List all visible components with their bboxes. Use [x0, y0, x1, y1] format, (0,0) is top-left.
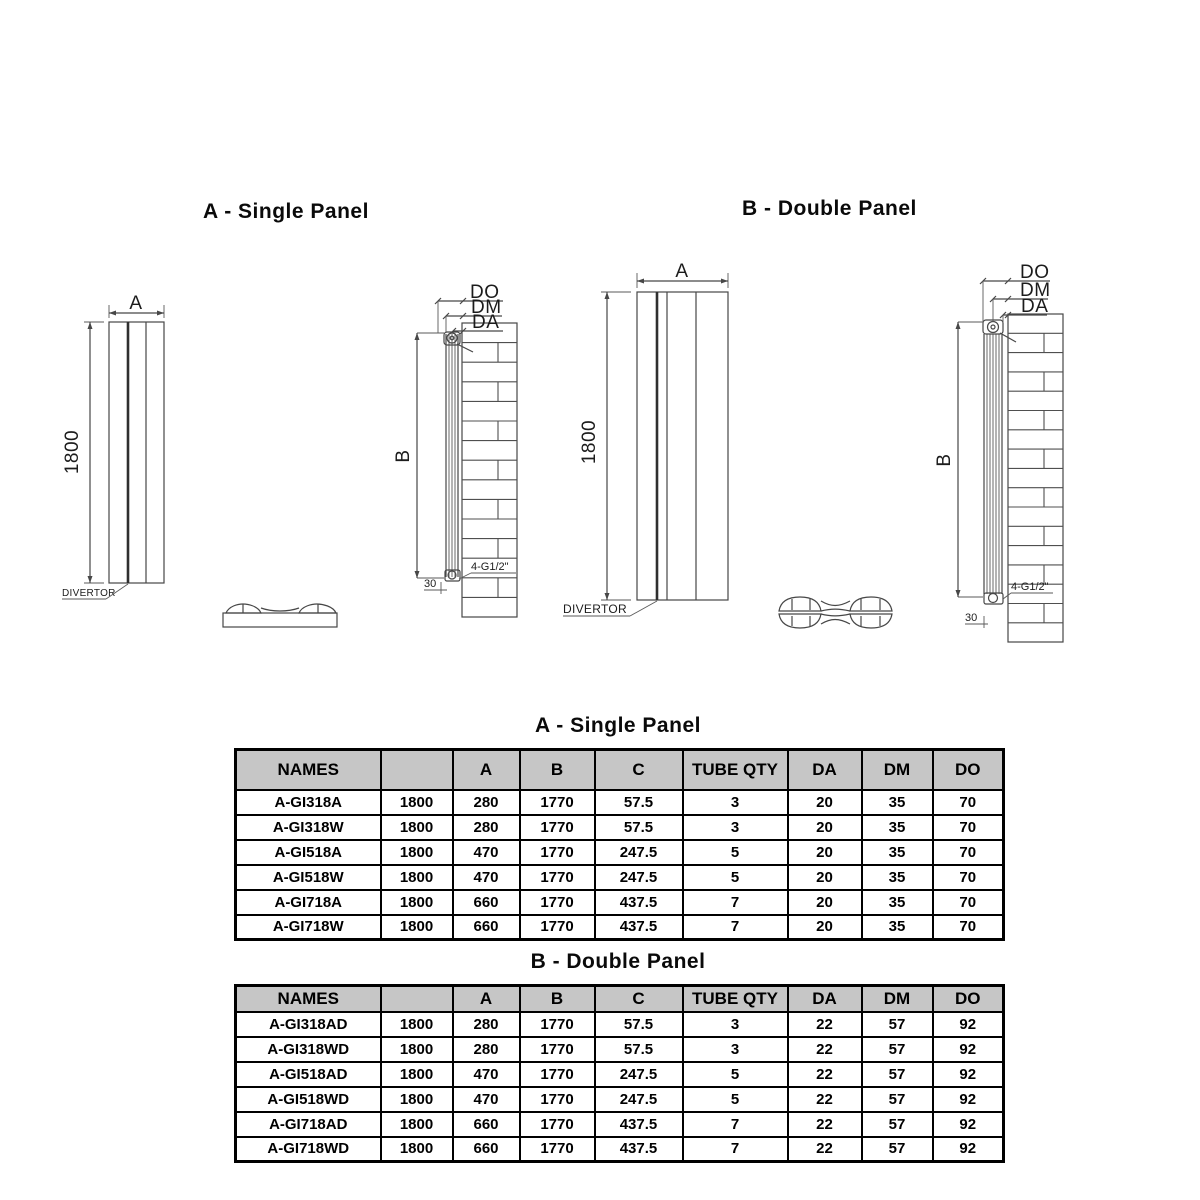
table-row [236, 890, 1004, 915]
table-cell: 22 [788, 1112, 862, 1137]
double-thread-label: 4-G1/2" [1011, 581, 1049, 593]
table-header-cell: TUBE QTY [683, 750, 788, 790]
table-cell: 1800 [381, 790, 453, 815]
table-cell: 3 [683, 815, 788, 840]
single-divertor-label: DIVERTOR [62, 588, 116, 599]
double-panel-drawing-title: B - Double Panel [742, 197, 917, 220]
table-cell: 1800 [381, 1087, 453, 1112]
table-cell: 1770 [520, 815, 595, 840]
double-divertor-label: DIVERTOR [563, 602, 627, 616]
table-cell: 437.5 [595, 1112, 683, 1137]
table-header-cell: TUBE QTY [683, 986, 788, 1012]
table-cell: 5 [683, 1087, 788, 1112]
table-cell: 3 [683, 790, 788, 815]
table-header-cell: A [453, 986, 520, 1012]
table-header-cell: NAMES [236, 750, 381, 790]
table-cell: 20 [788, 815, 862, 840]
table-cell: 92 [933, 1062, 1004, 1087]
single-da-label: DA [472, 312, 500, 333]
double-do-label: DO [1020, 262, 1050, 283]
double-cross-section [779, 597, 892, 628]
table-cell: 20 [788, 840, 862, 865]
table-cell: A-GI718WD [236, 1137, 381, 1162]
table-header-cell: C [595, 750, 683, 790]
table-cell: 470 [453, 1062, 520, 1087]
table-cell: 437.5 [595, 915, 683, 940]
single-offset-label: 30 [424, 578, 437, 590]
table-header-cell: C [595, 986, 683, 1012]
table-cell: 5 [683, 1062, 788, 1087]
table-cell: A-GI318A [236, 790, 381, 815]
single-dm-label: DM [471, 297, 502, 318]
table-row [236, 1112, 1004, 1137]
table-cell: 7 [683, 1137, 788, 1162]
table-cell: 1800 [381, 815, 453, 840]
table-cell: 1800 [381, 915, 453, 940]
table-header-cell [381, 986, 453, 1012]
table-cell: 247.5 [595, 840, 683, 865]
single-panel-drawing-title: A - Single Panel [203, 200, 369, 223]
table-cell: 57 [862, 1012, 933, 1037]
single-panel-table-title: A - Single Panel [535, 714, 701, 737]
table-row [236, 840, 1004, 865]
table-cell: 57 [862, 1087, 933, 1112]
table-cell: A-GI318AD [236, 1012, 381, 1037]
table-cell: 660 [453, 890, 520, 915]
table-cell: 92 [933, 1087, 1004, 1112]
table-cell: 247.5 [595, 1087, 683, 1112]
table-cell: 22 [788, 1062, 862, 1087]
table-cell: 20 [788, 915, 862, 940]
table-cell: 70 [933, 865, 1004, 890]
table-cell: 22 [788, 1012, 862, 1037]
table-header-cell: DM [862, 750, 933, 790]
table-header-cell: B [520, 750, 595, 790]
table-cell: 660 [453, 1112, 520, 1137]
table-row [236, 865, 1004, 890]
table-cell: 1800 [381, 840, 453, 865]
table-cell: 20 [788, 890, 862, 915]
table-cell: 470 [453, 840, 520, 865]
single-height-label: 1800 [62, 429, 83, 475]
brick-wall [1008, 333, 1063, 623]
table-row [236, 1087, 1004, 1112]
table-cell: A-GI518AD [236, 1062, 381, 1087]
table-cell: 70 [933, 790, 1004, 815]
table-cell: A-GI518W [236, 865, 381, 890]
table-row [236, 1012, 1004, 1037]
table-cell: 1770 [520, 1137, 595, 1162]
single-cross-section [223, 604, 337, 627]
table-cell: 660 [453, 915, 520, 940]
table-cell: 1770 [520, 1062, 595, 1087]
table-cell: 1770 [520, 1012, 595, 1037]
table-cell: 22 [788, 1137, 862, 1162]
table-header-cell [381, 750, 453, 790]
table-cell: 1770 [520, 1087, 595, 1112]
table-cell: 1800 [381, 890, 453, 915]
single-width-label: A [129, 293, 143, 314]
table-cell: A-GI718W [236, 915, 381, 940]
table-row [236, 1137, 1004, 1162]
table-cell: 280 [453, 815, 520, 840]
table-row [236, 790, 1004, 815]
single-depth-label: B [393, 449, 414, 463]
table-cell: 70 [933, 890, 1004, 915]
table-cell: 57 [862, 1137, 933, 1162]
table-cell: 35 [862, 890, 933, 915]
double-height-label: 1800 [579, 419, 600, 465]
table-cell: 22 [788, 1037, 862, 1062]
table-cell: 1800 [381, 1112, 453, 1137]
table-cell: 57.5 [595, 1012, 683, 1037]
table-cell: 1770 [520, 865, 595, 890]
table-cell: 1770 [520, 890, 595, 915]
table-cell: 1800 [381, 865, 453, 890]
table-cell: 57 [862, 1062, 933, 1087]
table-cell: 70 [933, 840, 1004, 865]
table-cell: 22 [788, 1087, 862, 1112]
table-cell: 1770 [520, 915, 595, 940]
table-cell: 7 [683, 890, 788, 915]
table-cell: 70 [933, 815, 1004, 840]
table-cell: 3 [683, 1037, 788, 1062]
table-cell: 280 [453, 1012, 520, 1037]
table-cell: 92 [933, 1112, 1004, 1137]
table-cell: A-GI518A [236, 840, 381, 865]
table-cell: 57 [862, 1037, 933, 1062]
table-cell: 3 [683, 1012, 788, 1037]
table-row [236, 1037, 1004, 1062]
single-thread-label: 4-G1/2" [471, 561, 509, 573]
double-dm-label: DM [1020, 280, 1051, 301]
single-do-label: DO [470, 282, 500, 303]
table-header-cell: DO [933, 750, 1004, 790]
table-cell: 35 [862, 915, 933, 940]
table-cell: 280 [453, 1037, 520, 1062]
table-cell: 92 [933, 1137, 1004, 1162]
table-cell: 1800 [381, 1062, 453, 1087]
table-cell: 35 [862, 790, 933, 815]
table-header-cell: DA [788, 750, 862, 790]
double-depth-label: B [934, 453, 955, 467]
single-front-view [62, 293, 164, 599]
table-header-cell: B [520, 986, 595, 1012]
table-row [236, 915, 1004, 940]
table-cell: 5 [683, 865, 788, 890]
table-cell: 1770 [520, 790, 595, 815]
table-cell: 7 [683, 1112, 788, 1137]
table-cell: 92 [933, 1012, 1004, 1037]
table-cell: 247.5 [595, 1062, 683, 1087]
table-header-row [236, 750, 1004, 790]
table-cell: 35 [862, 865, 933, 890]
table-cell: 7 [683, 915, 788, 940]
table-cell: 1770 [520, 840, 595, 865]
single-side-view [393, 282, 517, 617]
table-cell: 470 [453, 865, 520, 890]
table-header-cell: DO [933, 986, 1004, 1012]
single-panel-spec-table [234, 748, 1005, 941]
table-cell: 57 [862, 1112, 933, 1137]
table-cell: A-GI318W [236, 815, 381, 840]
table-cell: 660 [453, 1137, 520, 1162]
table-cell: 70 [933, 915, 1004, 940]
brick-wall [462, 343, 517, 598]
table-row [236, 815, 1004, 840]
table-header-row [236, 986, 1004, 1012]
table-cell: 92 [933, 1037, 1004, 1062]
table-cell: A-GI718A [236, 890, 381, 915]
table-cell: 437.5 [595, 890, 683, 915]
table-cell: 247.5 [595, 865, 683, 890]
table-cell: 57.5 [595, 815, 683, 840]
table-cell: 1800 [381, 1137, 453, 1162]
table-cell: 20 [788, 790, 862, 815]
table-cell: 57.5 [595, 790, 683, 815]
double-front-view [563, 261, 728, 616]
table-cell: A-GI518WD [236, 1087, 381, 1112]
table-header-cell: NAMES [236, 986, 381, 1012]
table-cell: 470 [453, 1087, 520, 1112]
table-header-cell: A [453, 750, 520, 790]
double-panel-spec-table [234, 984, 1005, 1163]
table-cell: 20 [788, 865, 862, 890]
table-header-cell: DA [788, 986, 862, 1012]
table-cell: 57.5 [595, 1037, 683, 1062]
table-header-cell: DM [862, 986, 933, 1012]
table-cell: 437.5 [595, 1137, 683, 1162]
double-panel-table-title: B - Double Panel [530, 950, 706, 973]
table-cell: 280 [453, 790, 520, 815]
table-row [236, 1062, 1004, 1087]
table-cell: A-GI318WD [236, 1037, 381, 1062]
table-cell: 35 [862, 815, 933, 840]
double-side-view [934, 262, 1063, 642]
table-cell: 1800 [381, 1012, 453, 1037]
double-width-label: A [675, 261, 689, 282]
double-offset-label: 30 [965, 612, 978, 624]
table-cell: 1770 [520, 1112, 595, 1137]
double-da-label: DA [1021, 296, 1049, 317]
table-cell: 35 [862, 840, 933, 865]
table-cell: A-GI718AD [236, 1112, 381, 1137]
table-cell: 1800 [381, 1037, 453, 1062]
table-cell: 5 [683, 840, 788, 865]
table-cell: 1770 [520, 1037, 595, 1062]
